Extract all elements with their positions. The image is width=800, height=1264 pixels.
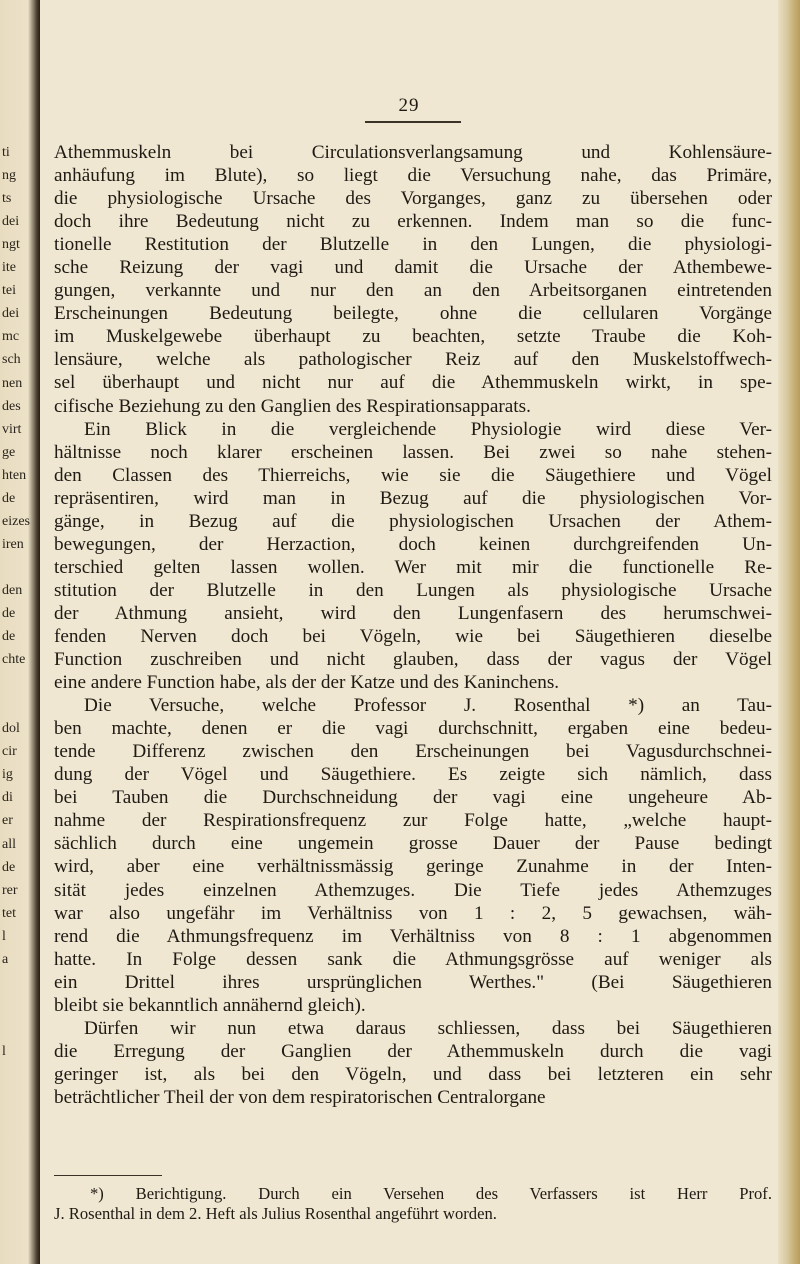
facing-page-fragment: ng xyxy=(2,168,16,184)
text-line: den Classen des Thierreichs, wie sie die Säugethiere und Vögel xyxy=(54,464,772,486)
text-line: eine andere Function habe, als der der Katze und des Kaninchens. xyxy=(54,672,560,694)
facing-page-fragment: des xyxy=(2,398,21,414)
text-line: cifische Beziehung zu den Ganglien des Respirationsapparats. xyxy=(54,395,531,417)
footnote-line: J. Rosenthal in dem 2. Heft als Julius Rosenthal angeführt worden. xyxy=(54,1204,497,1223)
text-line: bewegungen, der Herzaction, doch keinen durchgreifenden Un- xyxy=(54,533,772,555)
right-page-edge xyxy=(778,0,800,1264)
facing-page-fragment: l xyxy=(2,1043,6,1059)
facing-page-fragment: de xyxy=(2,490,16,506)
facing-page-fragment: ig xyxy=(2,767,13,783)
facing-page-edge xyxy=(0,0,40,1264)
facing-page-fragment: ge xyxy=(2,444,16,460)
text-line: hatte. In Folge dessen sank die Athmungsgrösse auf weniger als xyxy=(54,948,772,970)
text-line: geringer ist, als bei den Vögeln, und dass bei letzteren ein sehr xyxy=(54,1063,772,1085)
footnotes xyxy=(54,1184,772,1224)
text-line: stitution der Blutzelle in den Lungen als physiologische Ursache xyxy=(54,579,772,601)
text-line: tionelle Restitution der Blutzelle in den Lungen, die physiologi- xyxy=(54,234,772,256)
page-number: 29 xyxy=(398,95,420,116)
text-line: sel überhaupt und nicht nur auf die Athemmuskeln wirkt, in spe- xyxy=(54,372,772,394)
text-line: dung der Vögel und Säugethiere. Es zeigte sich nämlich, dass xyxy=(54,764,772,786)
facing-page-fragment: a xyxy=(2,951,9,967)
text-line: die physiologische Ursache des Vorganges, ganz zu übersehen oder xyxy=(54,188,772,210)
body-text xyxy=(54,141,772,1109)
text-line: terschied gelten lassen wollen. Wer mit mir die functionelle Re- xyxy=(54,556,772,578)
facing-page-fragment: er xyxy=(2,813,13,829)
facing-page-fragment: sch xyxy=(2,352,21,368)
text-line: anhäufung im Blute), so liegt die Versuchung nahe, das Primäre, xyxy=(54,165,772,187)
text-line: ben machte, denen er die vagi durchschnitt, ergaben eine bedeu- xyxy=(54,718,772,740)
text-line: beträchtlicher Theil der von dem respiratorischen Centralorgane xyxy=(54,1086,546,1108)
text-line: gänge, in Bezug auf die physiologischen Ursachen der Athem- xyxy=(54,510,772,532)
facing-page-fragment: ti xyxy=(2,145,10,160)
facing-page-fragment: nen xyxy=(2,375,23,391)
facing-page-fragment: iren xyxy=(2,536,24,552)
text-line: sche Reizung der vagi und damit die Ursache der Athembewe- xyxy=(54,257,772,279)
facing-page-fragment: hten xyxy=(2,467,27,483)
facing-page-fragment: cir xyxy=(2,744,17,760)
facing-page-fragment: tet xyxy=(2,905,16,921)
text-line: sächlich durch eine ungemein grosse Dauer der Pause bedingt xyxy=(54,833,772,855)
text-line: ein Drittel ihres ursprünglichen Werthes." (Bei Säugethieren xyxy=(54,971,772,993)
text-line: repräsentiren, wird man in Bezug auf die physiologischen Vor- xyxy=(54,487,772,509)
facing-page-fragment: de xyxy=(2,606,16,621)
text-line: der Athmung ansieht, wird den Lungenfasern des herumschwei- xyxy=(54,602,772,624)
text-line: hältnisse noch klarer erscheinen lassen. Bei zwei so nahe stehen- xyxy=(54,441,772,463)
text-line: Die Versuche, welche Professor J. Rosenthal *) an Tau- xyxy=(84,695,772,717)
facing-page-fragment: den xyxy=(2,582,23,598)
facing-page-fragment: dei xyxy=(2,306,20,322)
header-rule xyxy=(365,121,461,123)
text-line: bleibt sie bekanntlich annähernd gleich). xyxy=(54,994,366,1016)
text-line: Athemmuskeln bei Circulationsverlangsamung und Kohlensäure- xyxy=(54,142,772,163)
text-line: wird, aber eine verhältnissmässig geringe Zunahme in der Inten- xyxy=(54,856,772,878)
text-line: Erscheinungen Bedeutung beilegte, ohne die cellularen Vorgänge xyxy=(54,303,772,325)
book-page xyxy=(40,0,778,1264)
footnote-line: *) Berichtigung. Durch ein Versehen des Verfassers ist Herr Prof. xyxy=(90,1184,772,1203)
facing-page-fragment: de xyxy=(2,629,16,645)
text-line: sität jedes einzelnen Athemzuges. Die Tiefe jedes Athemzuges xyxy=(54,879,772,901)
facing-page-fragment: tei xyxy=(2,283,16,299)
facing-page-fragment: chte xyxy=(2,652,26,668)
text-line: war also ungefähr im Verhältniss von 1 : 2, 5 gewachsen, wäh- xyxy=(54,902,772,924)
facing-page-fragment: di xyxy=(2,790,13,806)
text-line: tende Differenz zwischen den Erscheinungen bei Vagusdurchschnei- xyxy=(54,741,772,763)
text-line: rend die Athmungsfrequenz im Verhältniss von 8 : 1 abgenommen xyxy=(54,925,772,947)
text-line: fenden Nerven doch bei Vögeln, wie bei Säugethieren dieselbe xyxy=(54,625,772,647)
footnote-rule xyxy=(54,1175,162,1176)
facing-page-fragment: dei xyxy=(2,214,20,230)
text-line: bei Tauben die Durchschneidung der vagi eine ungeheure Ab- xyxy=(54,787,772,809)
text-line: lensäure, welche als pathologischer Reiz auf den Muskelstoffwech- xyxy=(54,349,772,371)
facing-page-fragment: ngt xyxy=(2,237,20,253)
facing-page-fragment: eizes xyxy=(2,513,30,529)
text-line: doch ihre Bedeutung nicht zu erkennen. Indem man so die func- xyxy=(54,211,772,233)
facing-page-fragment: ts xyxy=(2,191,12,207)
text-line: Dürfen wir nun etwa daraus schliessen, dass bei Säugethieren xyxy=(84,1017,772,1039)
facing-page-fragment: dol xyxy=(2,721,20,737)
text-line: Function zuschreiben und nicht glauben, dass der vagus der Vögel xyxy=(54,649,772,671)
text-line: gungen, verkannte und nur den an den Arbeitsorganen eintretenden xyxy=(54,280,772,302)
text-line: im Muskelgewebe überhaupt zu beachten, setzte Traube die Koh- xyxy=(54,326,772,348)
facing-page-fragment: l xyxy=(2,928,6,944)
facing-page-fragment: rer xyxy=(2,882,18,898)
facing-page-fragment: ite xyxy=(2,260,16,276)
text-line: Ein Blick in die vergleichende Physiologie wird diese Ver- xyxy=(84,418,772,440)
text-line: nahme der Respirationsfrequenz zur Folge hatte, „welche haupt- xyxy=(54,810,772,832)
text-line: die Erregung der Ganglien der Athemmuskeln durch die vagi xyxy=(54,1040,772,1062)
facing-page-fragment: virt xyxy=(2,421,22,437)
facing-page-fragment: all xyxy=(2,836,16,852)
facing-page-fragment: de xyxy=(2,859,16,875)
facing-page-fragment: mc xyxy=(2,329,20,345)
